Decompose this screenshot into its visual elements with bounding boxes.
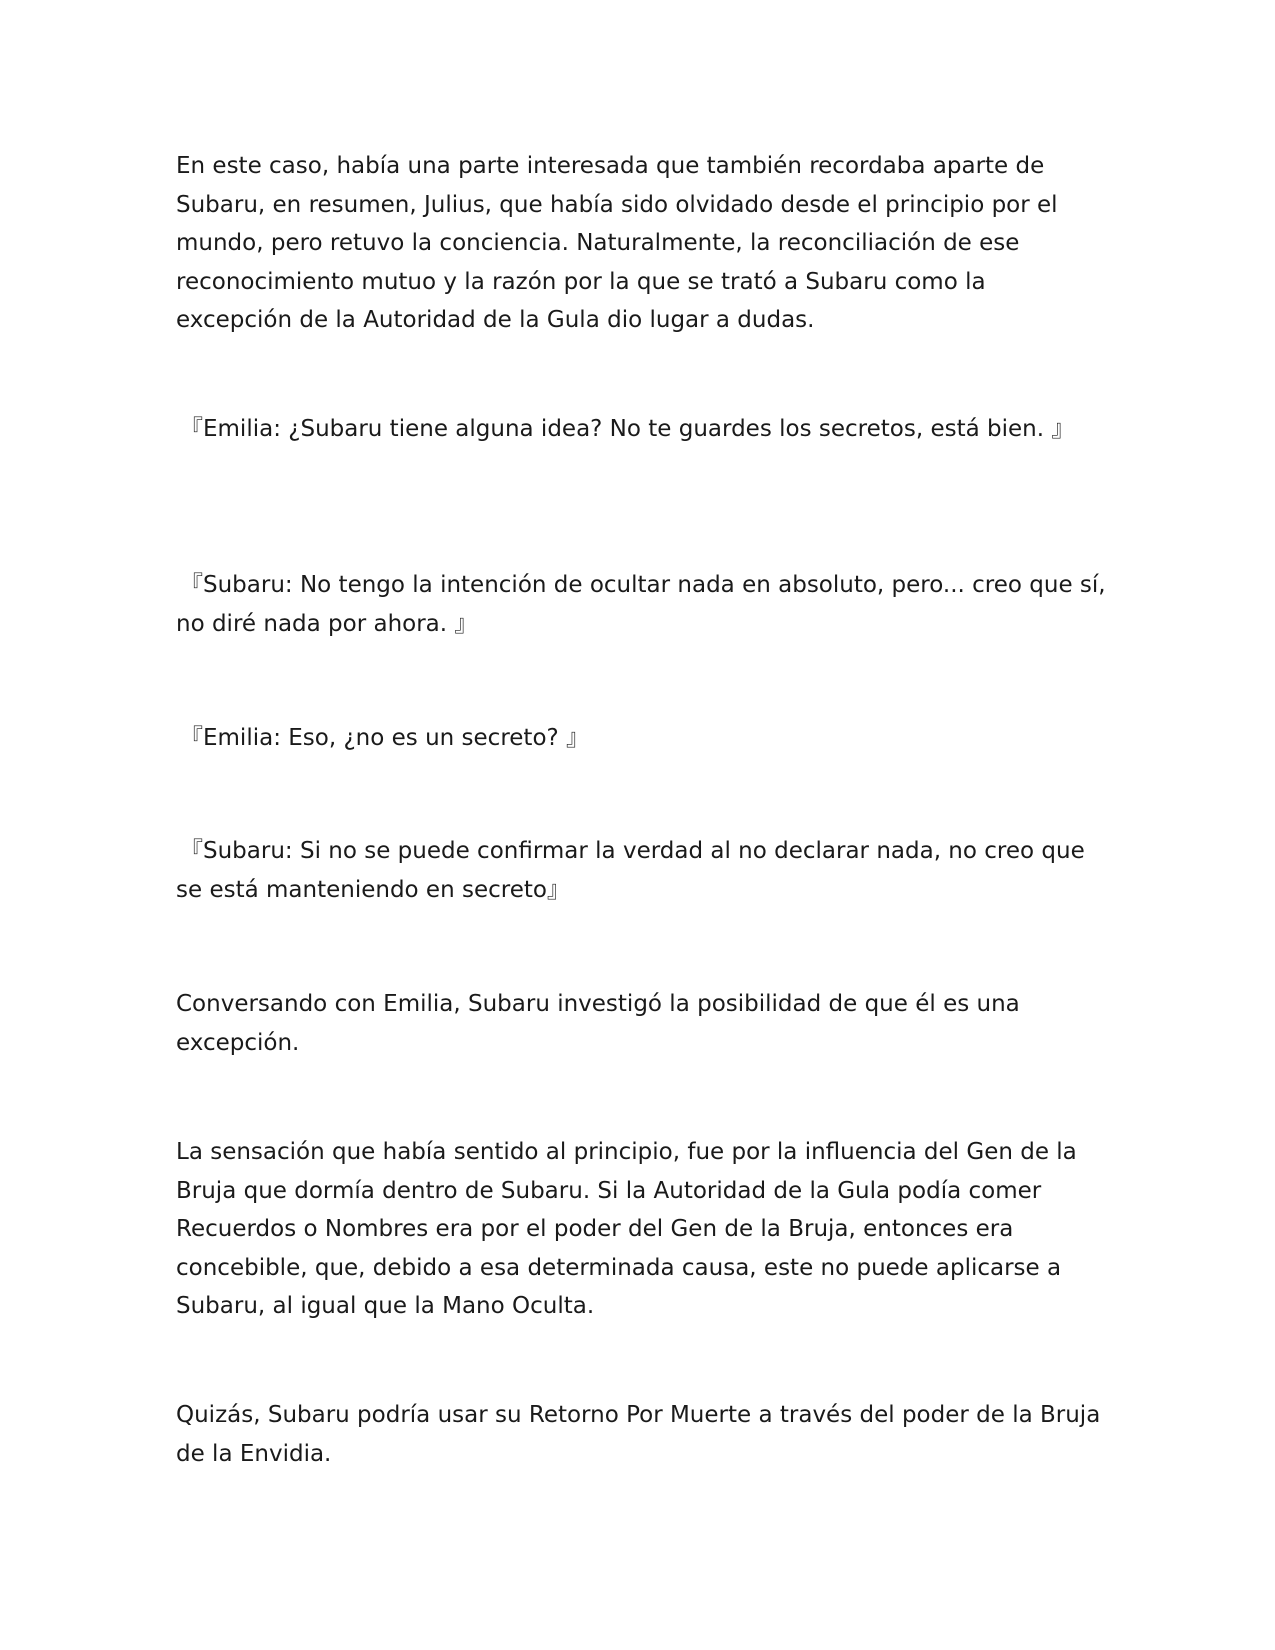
narration-paragraph: La sensación que había sentido al principio, fue por la influencia del Gen de la Bruja que dormía dentro de Subaru. Si la Autoridad de la Gula podía comer Recuerdos o Nombres era por el poder del Gen de la Bruja, entonces era concebible, que, debido a esa determinada causa, este no puede aplicarse a Subaru, al igual que la Mano Oculta.: [176, 1139, 1077, 1319]
narration-paragraph: Conversando con Emilia, Subaru investigó la posibilidad de que él es una excepción.: [176, 991, 1020, 1056]
narration-paragraph: En este caso, había una parte interesada que también recordaba aparte de Subaru, en resumen, Julius, que había sido olvidado desde el principio por el mundo, pero retuvo la conciencia. Naturalmente, la reconciliación de ese reconocimiento mutuo y la razón por la que se trató a Subaru como la excepción de la Autoridad de la Gula dio lugar a dudas.: [176, 153, 1058, 333]
dialogue-subaru-paragraph: 『Subaru: Si no se puede confirmar la verdad al no declarar nada, no creo que se está manteniendo en secreto』: [176, 838, 1085, 903]
dialogue-emilia-paragraph: 『Emilia: ¿Subaru tiene alguna idea? No te guardes los secretos, está bien. 』: [180, 416, 1075, 442]
dialogue-emilia-paragraph: 『Emilia: Eso, ¿no es un secreto? 』: [180, 725, 590, 751]
dialogue-subaru-paragraph: 『Subaru: No tengo la intención de ocultar nada en absoluto, pero... creo que sí, no diré nada por ahora. 』: [176, 572, 1106, 637]
narration-paragraph: Quizás, Subaru podría usar su Retorno Por Muerte a través del poder de la Bruja de la Envidia.: [176, 1402, 1101, 1467]
